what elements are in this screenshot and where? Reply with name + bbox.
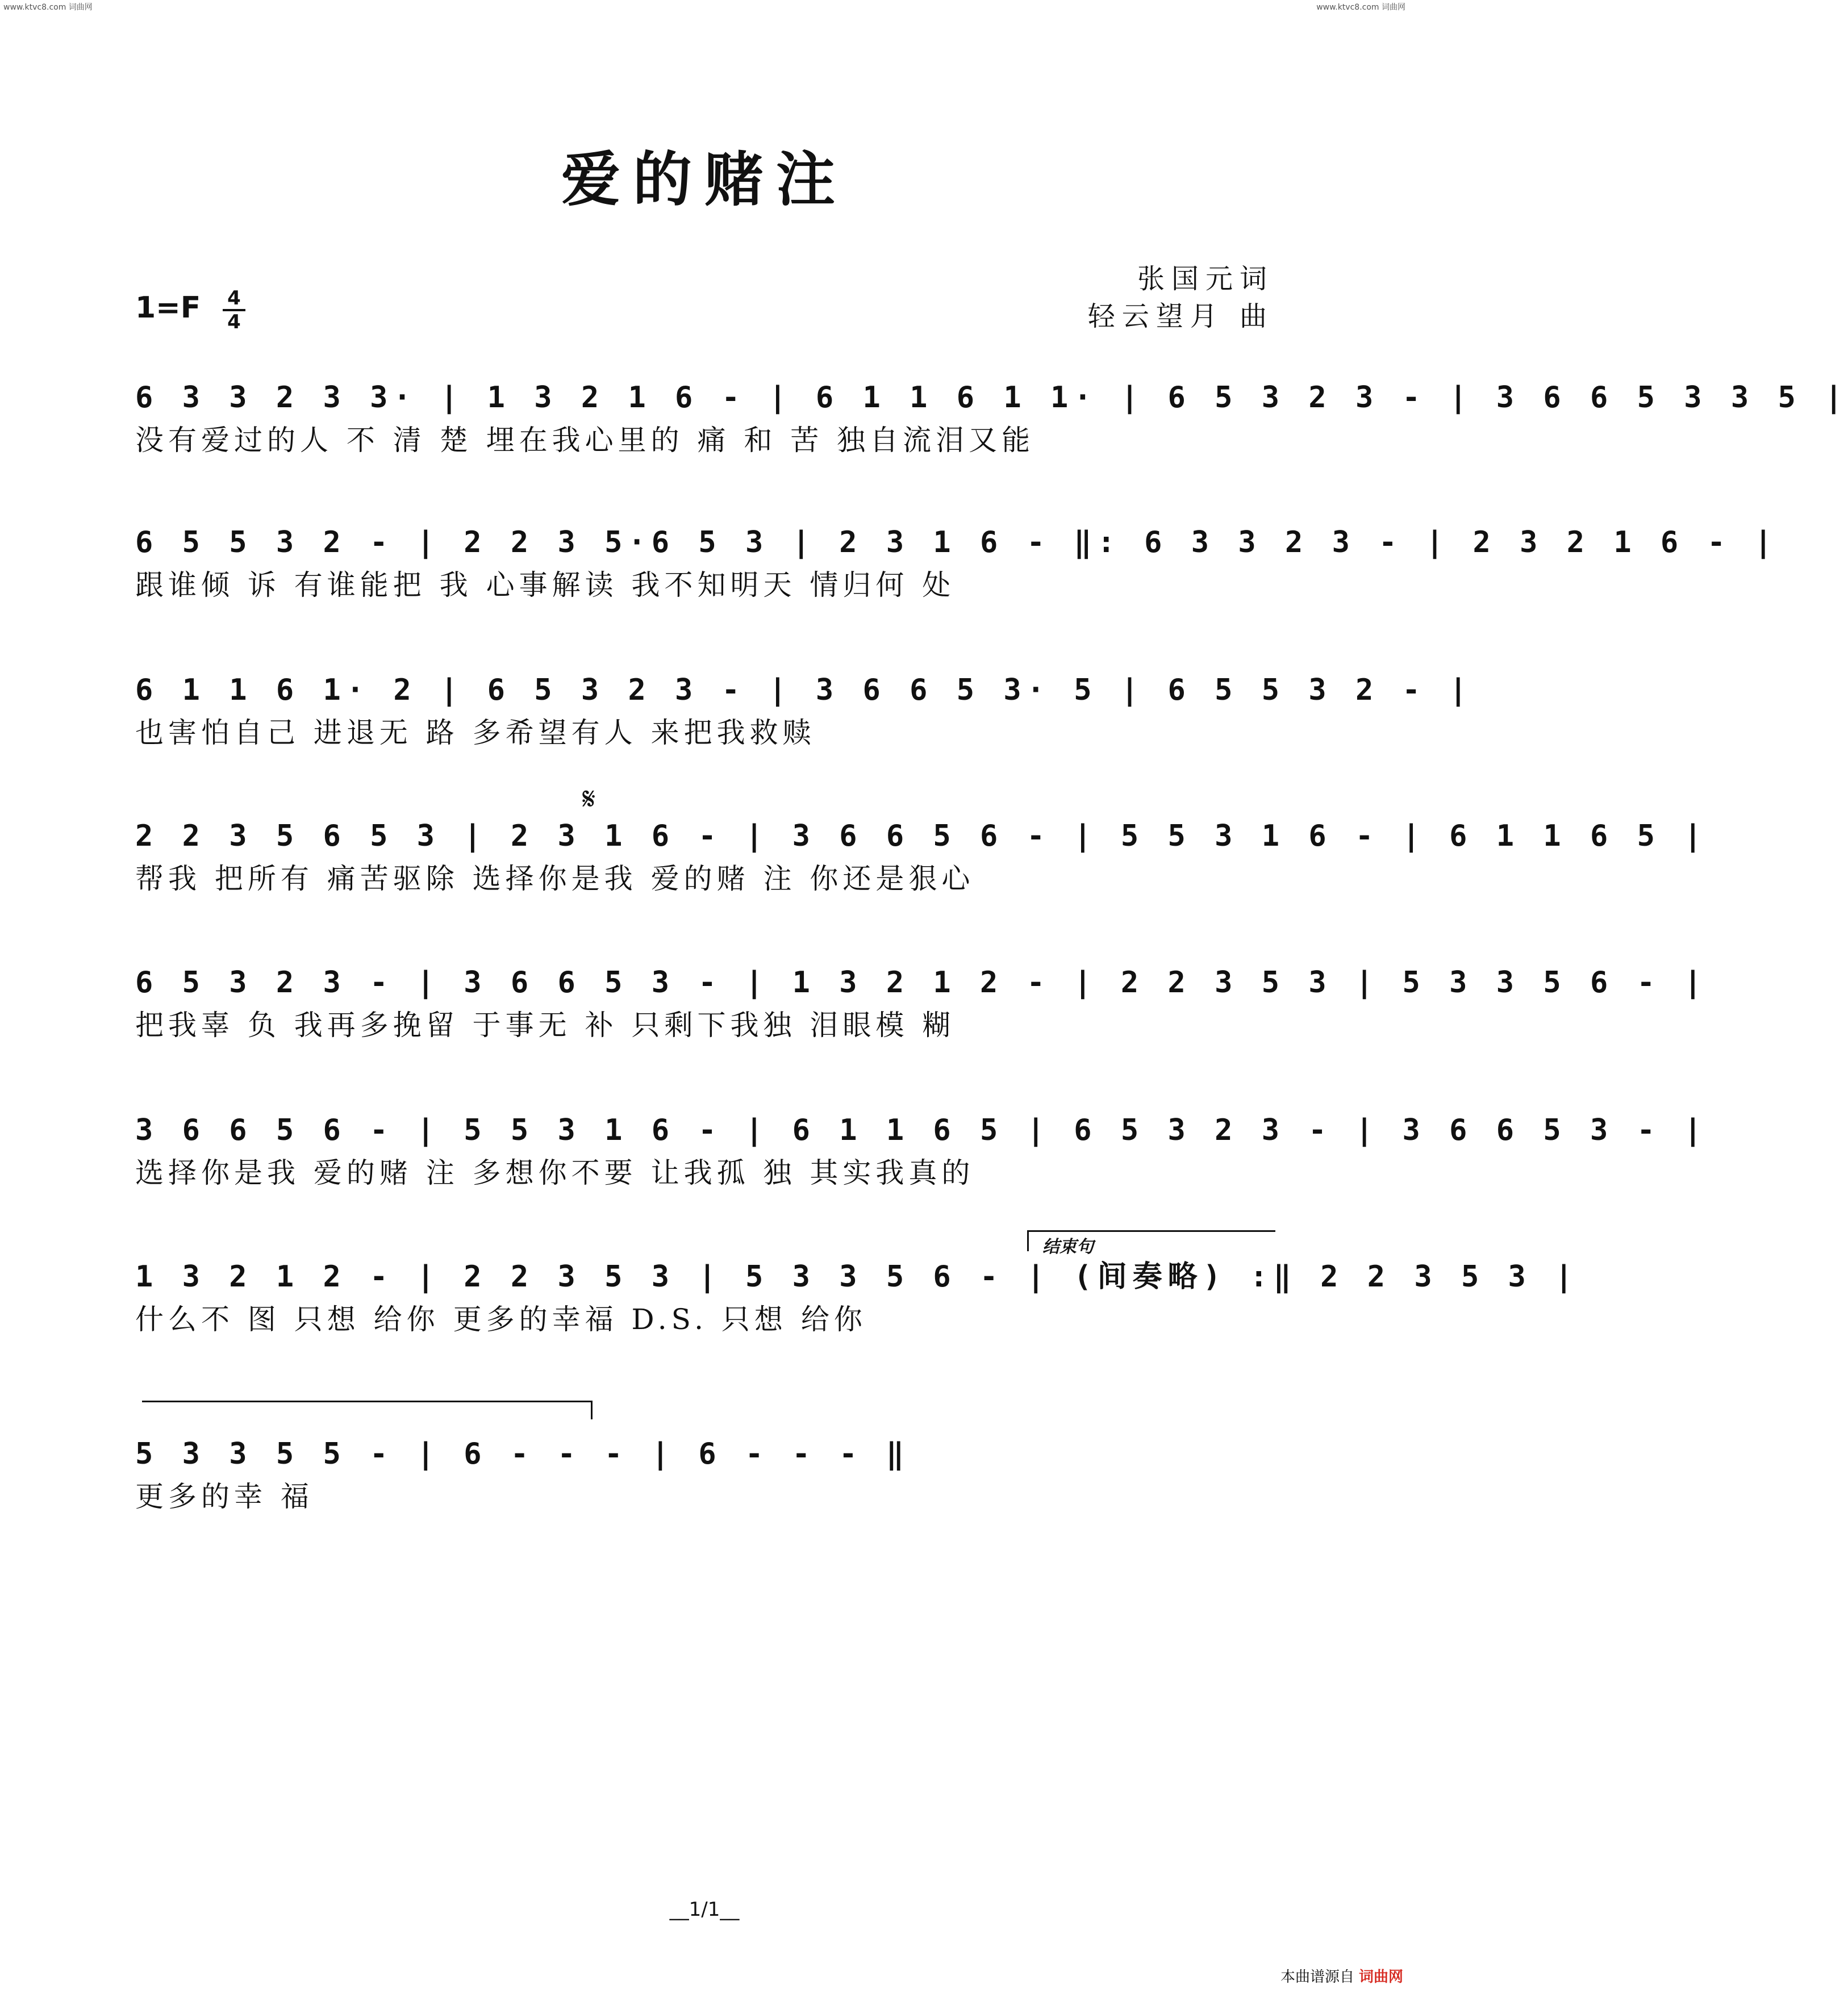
key-signature: 1=F xyxy=(135,291,201,325)
notation-line: 6 1 1 6 1· 2 | 6 5 3 2 3 - | 3 6 6 5 3· 5 | 6 5 5 3 2 - | xyxy=(135,673,1473,707)
ending-label: 结束句 xyxy=(1042,1237,1094,1257)
lyric-line: 帮我 把所有 痛苦驱除 选择你是我 爱的赌 注 你还是狠心 xyxy=(135,862,975,895)
notation-line: 2 2 3 5 6 5 3 | 2 3 1 6 - | 3 6 6 5 6 - | 5 5 3 1 6 - | 6 1 1 6 5 | xyxy=(135,819,1708,853)
song-title: 爱的赌注 xyxy=(561,144,848,214)
lyric-line: 把我辜 负 我再多挽留 于事无 补 只剩下我独 泪眼模 糊 xyxy=(135,1009,956,1042)
lyric-line: 选择你是我 爱的赌 注 多想你不要 让我孤 独 其实我真的 xyxy=(135,1156,975,1189)
source-text: 本曲谱源自 xyxy=(1280,1969,1354,1986)
lyric-line: 跟谁倾 诉 有谁能把 我 心事解读 我不知明天 情归何 处 xyxy=(135,569,956,601)
page-number: __1/1__ xyxy=(669,1898,740,1921)
time-signature-numerator: 4 xyxy=(227,287,241,310)
notation-line: 6 3 3 2 3 3· | 1 3 2 1 6 - | 6 1 1 6 1 1· | 6 5 3 2 3 - | 3 6 6 5 3 3 5 | xyxy=(135,381,1848,415)
segno-mark: 𝄋 xyxy=(582,781,596,817)
source-credit xyxy=(1280,1965,1403,1986)
lyric-line: 更多的幸 福 xyxy=(135,1480,314,1513)
notation-line: 6 5 5 3 2 - | 2 2 3 5·6 5 3 | 2 3 1 6 - ‖: 6 3 3 2 3 - | 2 3 2 1 6 - | xyxy=(135,525,1778,559)
watermark-right: www.ktvc8.com 词曲网 xyxy=(1316,3,1405,12)
composer-credit: 轻云望月 曲 xyxy=(1087,300,1274,332)
lyricist-credit: 张国元词 xyxy=(1137,263,1274,295)
time-signature-denominator: 4 xyxy=(227,311,241,333)
notation-line: 5 3 3 5 5 - | 6 - - - | 6 - - - ‖ xyxy=(135,1437,910,1471)
notation-line: 3 6 6 5 6 - | 5 5 3 1 6 - | 6 1 1 6 5 | 6 5 3 2 3 - | 3 6 6 5 3 - | xyxy=(135,1113,1708,1147)
ending-bracket-continuation xyxy=(142,1401,593,1419)
lyric-line: 没有爱过的人 不 清 楚 埋在我心里的 痛 和 苦 独自流泪又能 xyxy=(135,424,1035,457)
watermark-left: www.ktvc8.com 词曲网 xyxy=(3,3,93,12)
notation-line: 6 5 3 2 3 - | 3 6 6 5 3 - | 1 3 2 1 2 - | 2 2 3 5 3 | 5 3 3 5 6 - | xyxy=(135,966,1708,1000)
source-brand: 词曲网 xyxy=(1358,1969,1403,1986)
time-signature xyxy=(223,289,245,332)
lyric-line: 什么不 图 只想 给你 更多的幸福 D.S. 只想 给你 xyxy=(135,1303,867,1336)
notation-line: 1 3 2 1 2 - | 2 2 3 5 3 | 5 3 3 5 6 - | (间奏略) :‖ 2 2 3 5 3 | xyxy=(135,1260,1579,1294)
lyric-line: 也害怕自己 进退无 路 多希望有人 来把我救赎 xyxy=(135,716,816,749)
